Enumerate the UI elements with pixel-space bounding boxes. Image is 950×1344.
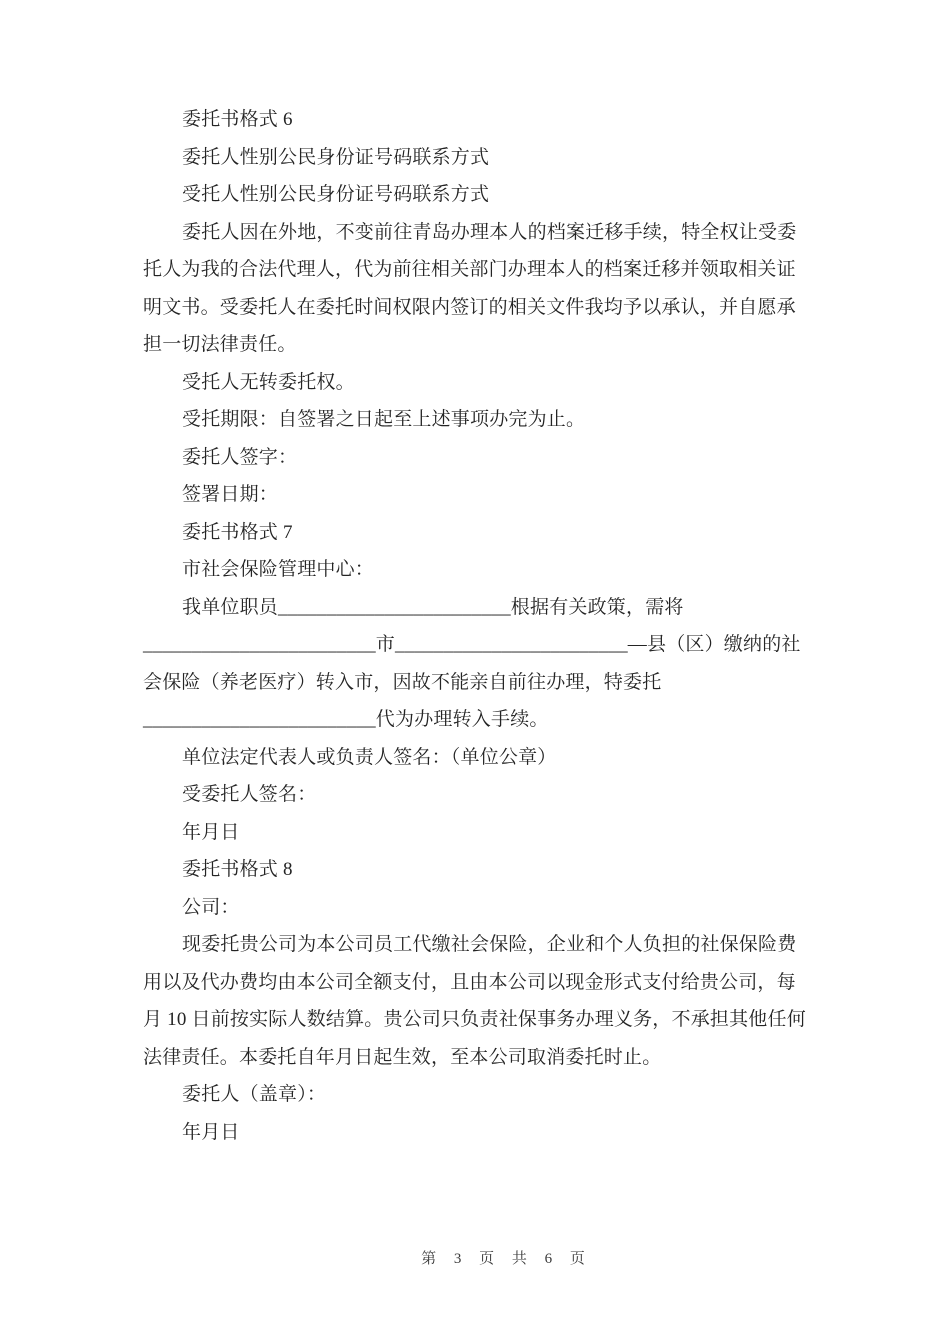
doc-line: 签署日期： [182,484,279,505]
doc-line: 我单位职员________________________根据有关政策，需将 [182,596,684,618]
doc-line: 会保险（养老医疗）转入市，因故不能亲自前往办理，特委托 [143,671,662,693]
document-text-body [143,101,805,1151]
doc-line: 法律责任。本委托自年月日起生效，至本公司取消委托时止。 [143,1046,662,1068]
doc-line: 市社会保险管理中心： [182,559,375,580]
doc-line: 年月日 [182,821,240,843]
doc-line: 受委托人签名： [182,784,317,805]
doc-line: 委托人性别公民身份证号码联系方式 [182,146,490,168]
doc-line: 委托人因在外地，不变前往青岛办理本人的档案迁移手续，特全权让受委 [182,221,797,243]
doc-line: 委托人（盖章）： [182,1084,327,1105]
page-footer [0,1226,950,1292]
doc-line: 受托人性别公民身份证号码联系方式 [182,184,490,205]
doc-line: 用以及代办费均由本公司全额支付，且由本公司以现金形式支付给贵公司，每 [143,971,796,993]
doc-line: 受托人无转委托权。 [182,371,355,393]
doc-line: 委托书格式 8 [182,859,293,880]
doc-line: 委托人签字： [182,446,298,468]
doc-line: 月 10 日前按实际人数结算。贵公司只负责社保事务办理义务，不承担其他任何 [143,1009,806,1030]
doc-line: 公司： [182,896,240,918]
doc-line: 托人为我的合法代理人，代为前往相关部门办理本人的档案迁移并领取相关证 [143,259,796,280]
doc-line: 委托书格式 6 [182,109,293,130]
doc-line: 委托书格式 7 [182,521,293,543]
doc-line: 年月日 [182,1121,240,1143]
doc-line: ________________________代为办理转入手续。 [143,709,549,730]
doc-line: 担一切法律责任。 [143,334,297,355]
doc-line: 明文书。受委托人在委托时间权限内签订的相关文件我均予以承认，并自愿承 [143,296,796,318]
page-number-label: 第 3 页 共 6 页 [421,1251,588,1267]
doc-line: 现委托贵公司为本公司员工代缴社会保险，企业和个人负担的社保保险费 [182,934,797,955]
doc-line: ________________________市________________________—县（区）缴纳的社 [143,634,801,655]
doc-line: 受托期限：自签署之日起至上述事项办完为止。 [182,409,586,430]
doc-line: 单位法定代表人或负责人签名：（单位公章） [182,746,557,768]
